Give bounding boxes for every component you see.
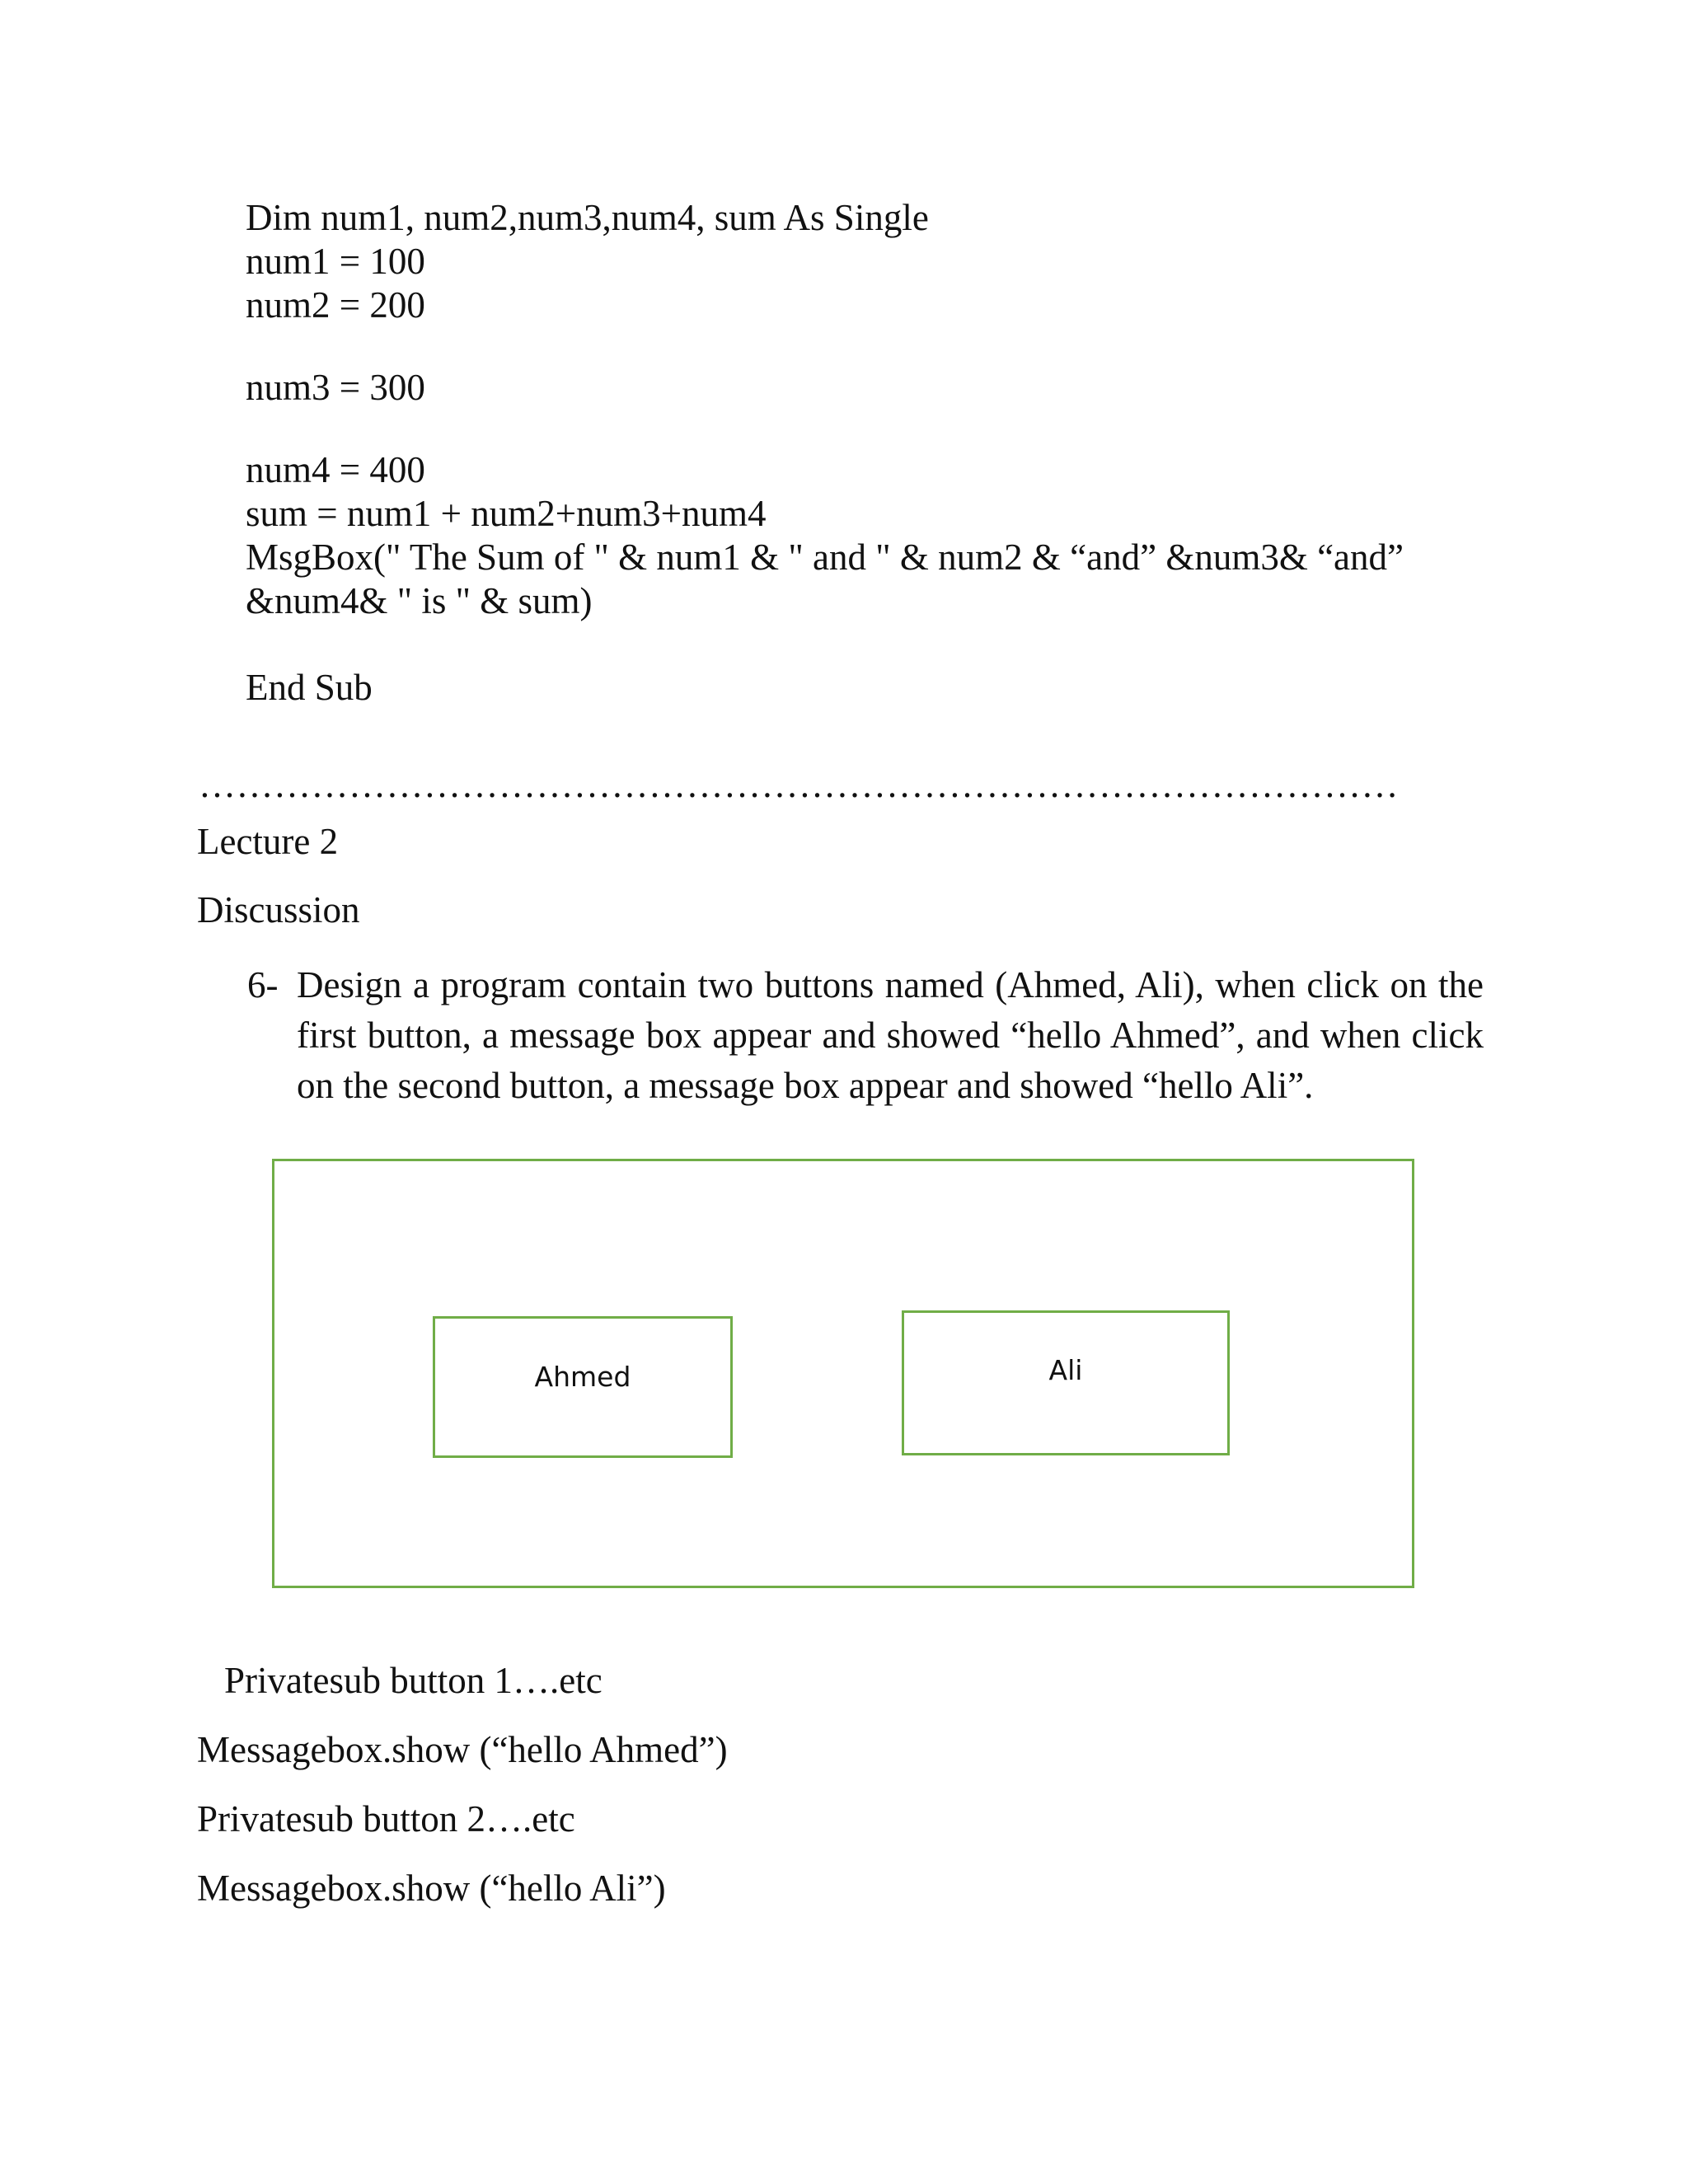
- question-text: Design a program contain two buttons named (Ahmed, Ali), when click on the first button, a message box appear and showed “hello Ahmed”, and when click on the second button, a message box appear and showed “hello Ali”.: [297, 964, 1484, 1106]
- code-line-msgbox-cont: &num4& " is " & sum): [246, 580, 593, 621]
- answer-line-privatesub-2: Privatesub button 2….etc: [197, 1798, 575, 1840]
- ali-button[interactable]: Ali: [902, 1310, 1230, 1455]
- code-line-msgbox: MsgBox(" The Sum of " & num1 & " and " & num2 & “and” &num3& “and”: [246, 537, 1404, 578]
- answer-line-messagebox-ali: Messagebox.show (“hello Ali”): [197, 1868, 666, 1909]
- code-line-sum: sum = num1 + num2+num3+num4: [246, 493, 767, 534]
- dotted-separator: ……………………………………………………………………………………: [199, 764, 1399, 805]
- question-number: 6-: [247, 964, 279, 1005]
- answer-line-privatesub-1: Privatesub button 1….etc: [224, 1660, 603, 1701]
- code-line-num3: num3 = 300: [246, 367, 425, 408]
- ahmed-button[interactable]: Ahmed: [433, 1316, 733, 1458]
- question-item: [247, 960, 1484, 1111]
- lecture-title: Lecture 2: [197, 821, 339, 862]
- section-title: Discussion: [197, 889, 360, 930]
- code-line-num2: num2 = 200: [246, 284, 425, 326]
- code-line-num4: num4 = 400: [246, 449, 425, 490]
- answer-line-messagebox-ahmed: Messagebox.show (“hello Ahmed”): [197, 1729, 728, 1770]
- code-line-num1: num1 = 100: [246, 241, 425, 282]
- code-line-end-sub: End Sub: [246, 667, 373, 708]
- code-line-dim: Dim num1, num2,num3,num4, sum As Single: [246, 197, 929, 238]
